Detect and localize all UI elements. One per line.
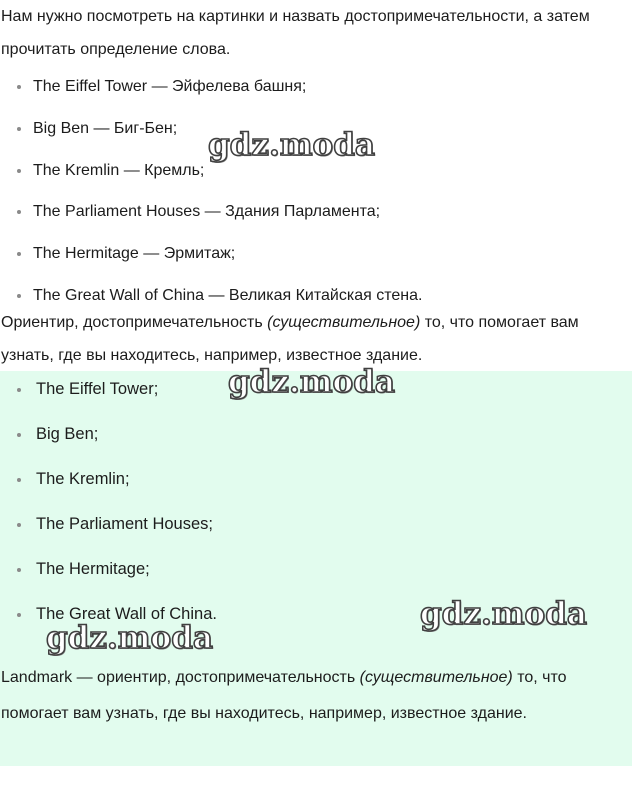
list-item: The Eiffel Tower — Эйфелева башня; [0,66,632,108]
list-item: The Great Wall of China. [0,592,632,637]
part-of-speech: (существительное) [267,314,421,331]
list-item: The Parliament Houses — Здания Парламента; [0,191,632,233]
definition-text: Landmark — ориентир, достопримечательность [1,669,360,686]
watermark: gdz.moda [208,127,375,163]
intro-paragraph: Нам нужно посмотреть на картинки и назвать достопримечательности, а затем прочитать определение слова. [1,8,590,58]
list-item: The Hermitage; [0,547,632,592]
watermark: gdz.moda [420,596,587,632]
watermark: gdz.moda [46,620,213,656]
list-item: The Hermitage — Эрмитаж; [0,233,632,275]
watermark: gdz.moda [228,364,395,400]
landmarks-translation-list [0,66,632,317]
list-item: Big Ben — Биг-Бен; [0,108,632,150]
definition-text: то, что помогает вам узнать, где вы находитесь, например, известное здание. [1,669,567,722]
definition-paragraph-ru [0,306,621,372]
list-item: The Kremlin — Кремль; [0,150,632,192]
list-item: The Eiffel Tower; [0,367,632,412]
list-item: The Parliament Houses; [0,502,632,547]
part-of-speech: (существительное) [359,669,513,686]
list-item: The Great Wall of China — Великая Китайская стена. [0,275,632,317]
definition-paragraph-en [0,660,621,731]
definition-text: то, что помогает вам узнать, где вы находитесь, например, известное здание. [1,314,579,364]
definition-text: Ориентир, достопримечательность [1,314,268,331]
list-item: The Kremlin; [0,457,632,502]
list-item: Big Ben; [0,412,632,457]
